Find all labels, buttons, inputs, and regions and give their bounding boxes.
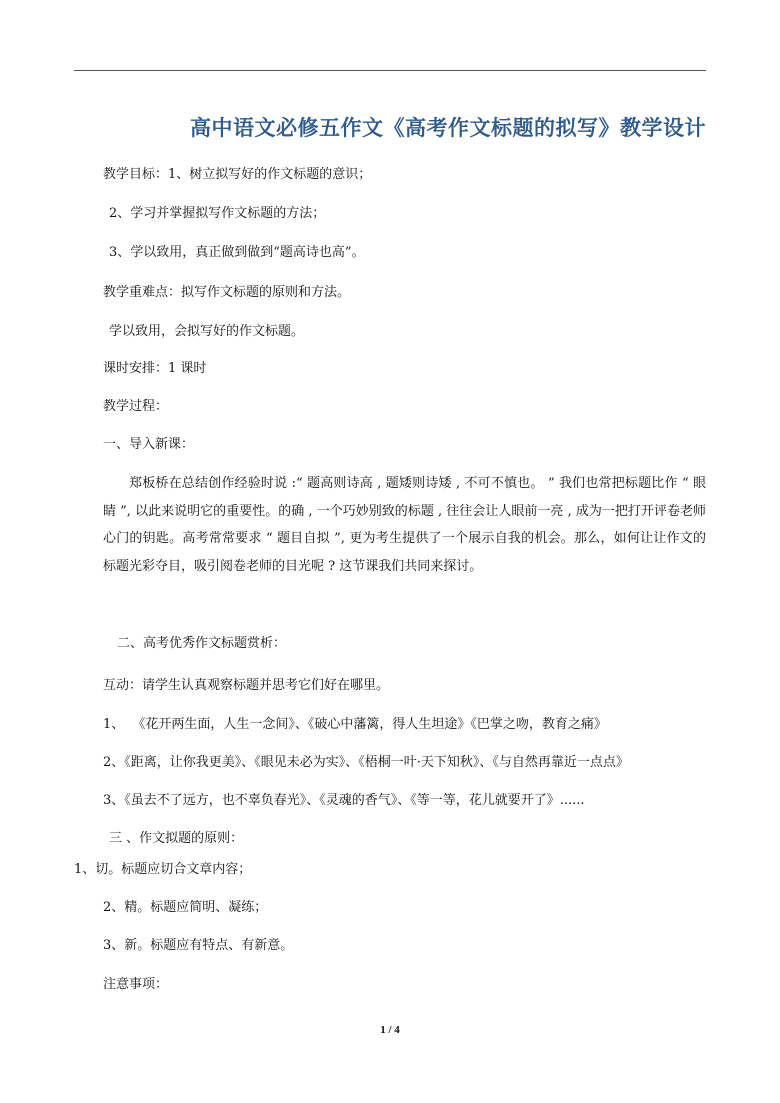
section-3-heading: 三 、作文拟题的原则：: [109, 831, 244, 846]
intro-paragraph-text: 郑板桥在总结创作经验时说 :“ 题高则诗高 , 题矮则诗矮 , 不可不慎也。 ” 我们也常把标题比作 “ 眼睛 ”, 以此来说明它的重要性。的确 , 一个巧妙别致的标题 , 往往会让人眼前一亮 , 成为一把打开评卷老师心门的钥匙。高考常常要求 “ 题目自拟 ”, 更为考生提供了一个展示自我的机会。那么，如何让让作文的标题光彩夺目，吸引阅卷老师的目光呢 ? 这节课我们共同来探讨。: [103, 476, 706, 574]
process-heading: 教学过程：: [103, 399, 169, 414]
example-3: 3、《虽去不了远方，也不辜负春光》、《灵魂的香气》、《等一等，花儿就要开了》......: [103, 793, 585, 808]
header-rule: [74, 70, 706, 71]
intro-paragraph: [103, 470, 706, 580]
key-point-2: 学以致用，会拟写好的作文标题。: [109, 324, 305, 339]
notes-heading: 注意事项：: [103, 977, 169, 992]
page-number: 1 / 4: [380, 1024, 400, 1036]
goal-2: 2、学习并掌握拟写作文标题的方法；: [109, 206, 326, 221]
goal-1: 教学目标：1、树立拟写好的作文标题的意识；: [103, 167, 372, 182]
key-point-1: 教学重难点：拟写作文标题的原则和方法。: [103, 285, 351, 300]
principle-1: 1、切。标题应切合文章内容；: [74, 862, 252, 877]
goal-3: 3、学以致用，真正做到做到“题高诗也高”。: [109, 245, 365, 260]
principle-3: 3、新。标题应有特点、有新意。: [103, 938, 294, 953]
example-2: 2、《距离，让你我更美》、《眼见未必为实》、《梧桐一叶·天下知秋》、《与自然再靠近一点点》: [103, 755, 629, 770]
section-2-heading: 二、高考优秀作文标题赏析：: [117, 636, 287, 651]
interaction: 互动：请学生认真观察标题并思考它们好在哪里。: [103, 678, 390, 693]
section-1-heading: 一、导入新课：: [103, 437, 195, 452]
schedule: 课时安排：1 课时: [103, 361, 207, 376]
document-title: 高中语文必修五作文《高考作文标题的拟写》教学设计: [190, 116, 706, 140]
principle-2: 2、精。标题应简明、凝练；: [103, 900, 268, 915]
example-1: 1、 《花开两生面，人生一念间》、《破心中藩篱，得人生坦途》《巴掌之吻，教育之痛》: [103, 717, 607, 732]
